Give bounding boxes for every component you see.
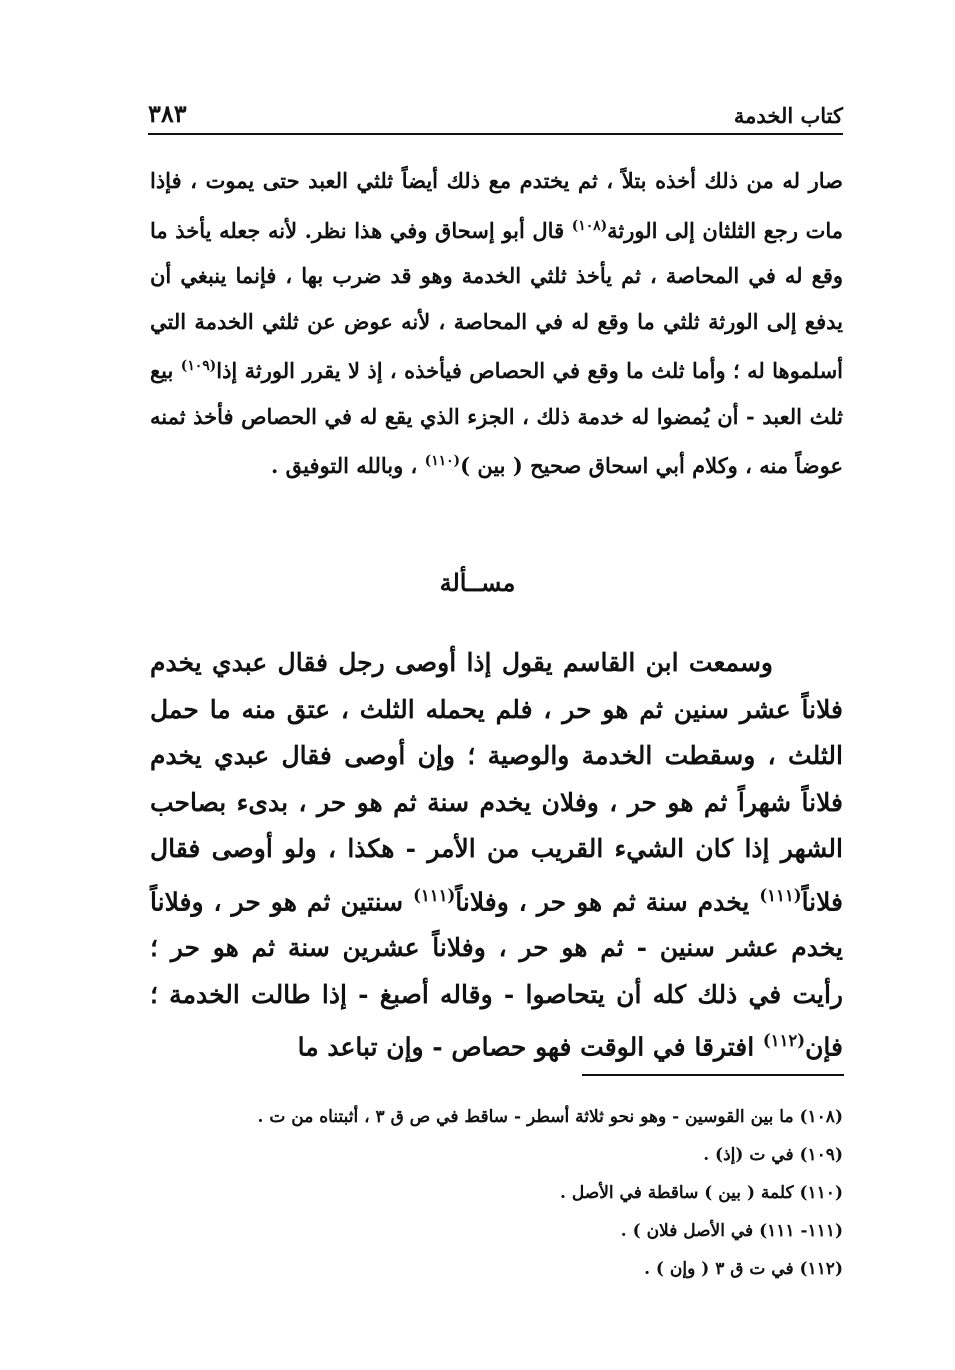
section-heading: مســألة (439, 568, 516, 597)
running-title: كتاب الخدمة (733, 103, 843, 128)
paragraph-1-text-1: صار له من ذلك أخذه بتلاً ، ثم يختدم مع ذلك أيضاً ثلثي العبد حتى يموت ، فإذا مات رجع الثلثان إلى الورثة (150, 168, 843, 243)
paragraph-1-text-2: قال أبو إسحاق وفي هذا نظر. لأنه جعله يأخذ ما وقع له في المحاصة ، ثم يأخذ ثلثي الخدمة وهو قد ضرب بها ، فإنما ينبغي أن يدفع إلى الورثة ثلثي ما وقع له في المحاصة ، لأنه عوض عن ثلثي الخدمة التي أسلموها له ؛ وأما ثلث ما وقع في الحصاص فيأخذه ، إذ لا يقرر الورثة إذا (150, 217, 844, 383)
footnote-ref-112: (١١٢) (762, 1031, 806, 1051)
footnote-ref-109: (١٠٩) (180, 358, 217, 374)
footnote-108: (١٠٨) ما بين القوسين - وهو نحو ثلاثة أسطر - ساقط في ص ق ٣ ، أثبتناه من ت . (257, 1107, 843, 1127)
footnote-112: (١١٢) في ت ق ٣ ( وإن ) . (644, 1259, 843, 1279)
footnote-110: (١١٠) كلمة ( بين ) ساقطة في الأصل . (560, 1183, 843, 1203)
paragraph-2-text-4: افترقا في الوقت فهو حصاص - وإن تباعد ما (297, 1032, 763, 1062)
paragraph-1-text-3: بيع ثلث العبد - أن يُمضوا له خدمة ذلك ، الجزء الذي يقع له في الحصاص فأخذ ثمنه عوضاً منه ، وكلام أبي اسحاق صحيح ( بين ) (150, 358, 843, 478)
footnote-111: (١١١- ١١١) في الأصل فلان ) . (620, 1221, 843, 1241)
footnote-separator (582, 1074, 844, 1076)
paragraph-2-text-3: سنتين ثم هو حر ، وفلاناً يخدم عشر سنين - ثم هو حر ، وفلاناً عشرين سنة ثم هو حر ؛ رأيت في ذلك كله أن يتحاصوا - وقاله أصبغ - إذا طالت الخدمة ؛ فإن (150, 886, 843, 1062)
paragraph-2 (150, 640, 843, 1071)
footnote-ref-111b: (١١١) (413, 885, 456, 905)
paragraph-1-text-4: ، وبالله التوفيق . (271, 453, 425, 478)
footnote-ref-111a: (١١١) (759, 885, 802, 905)
footnote-ref-110: (١١٠) (424, 453, 461, 469)
footnote-ref-108: (١٠٨) (571, 217, 608, 234)
page-header (148, 88, 843, 128)
paragraph-2-text-1: وسمعت ابن القاسم يقول إذا أوصى رجل فقال عبدي يخدم فلاناً عشر سنين ثم هو حر ، فلم يحمله الثلث ، عتق منه ما حمل الثلث ، وسقطت الخدمة والوصية ؛ وإن أوصى فقال عبدي يخدم فلاناً شهراً ثم هو حر ، وفلان يخدم سنة ثم هو حر ، بدىء بصاحب الشهر إذا كان الشيء القريب من الأمر - هكذا ، ولو أوصى فقال فلاناً (150, 648, 844, 916)
paragraph-2-text-2: يخدم سنة ثم هو حر ، وفلاناً (455, 886, 760, 916)
footnote-109: (١٠٩) في ت (إذ) . (703, 1145, 843, 1165)
page-number: ٣٨٣ (148, 99, 187, 128)
header-rule (148, 133, 843, 135)
footnotes (150, 1098, 843, 1288)
paragraph-1 (150, 158, 843, 489)
